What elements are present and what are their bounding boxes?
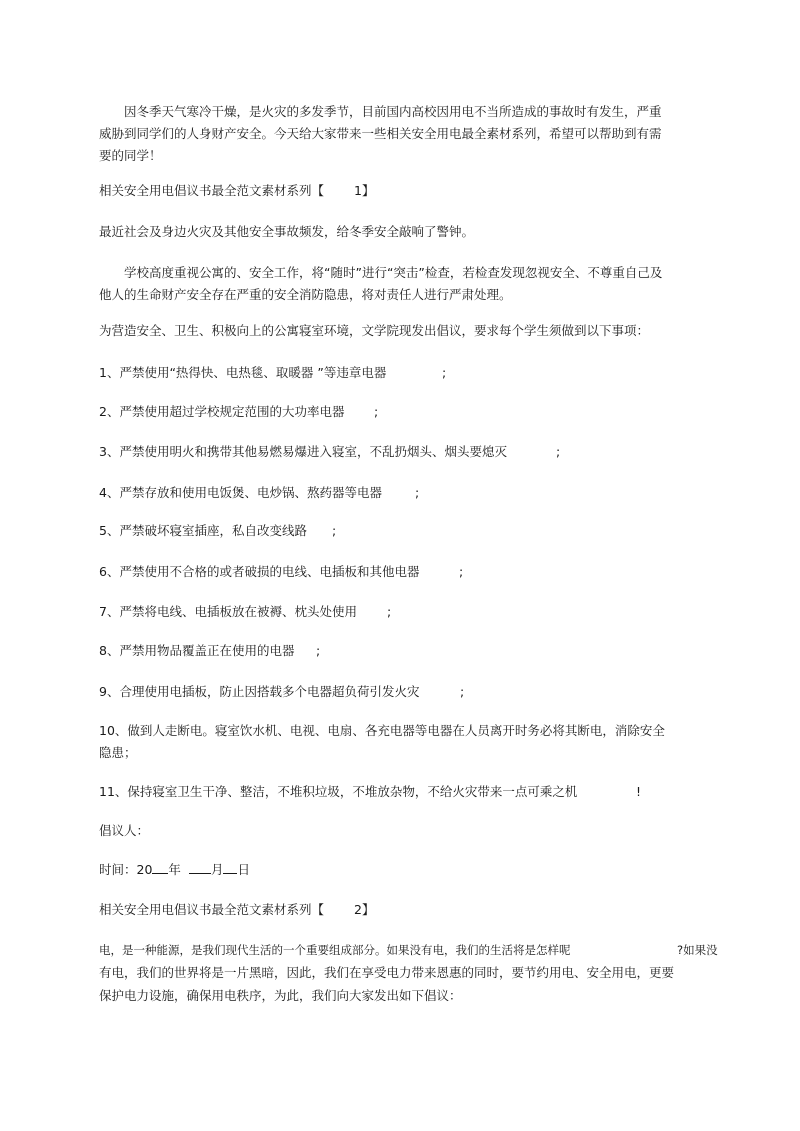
list-item-tail: ;	[332, 523, 337, 538]
year-blank	[152, 859, 168, 874]
section2-line-1-tail: ?如果没	[677, 943, 718, 957]
section1-heading	[99, 180, 375, 202]
list-item: 5、严禁破坏寝室插座，私自改变线路 ;	[99, 520, 307, 542]
section2-line-2: 有电，我们的世界将是一片黑暗，因此，我们在享受电力带来恩惠的同时，要节约用电、安全用电，更要	[99, 965, 675, 980]
section2-title: 相关安全用电倡议书最全范文素材系列【	[99, 902, 325, 917]
day-char: 日	[237, 862, 250, 877]
section2-line-1-text: 电，是一种能源，是我们现代生活的一个重要组成部分。如果没有电，我们的生活将是怎样呢	[99, 943, 571, 957]
list-item-tail: ;	[459, 564, 464, 579]
list-item-tail: ;	[316, 643, 321, 658]
section2-heading	[99, 899, 375, 921]
list-item-11: 11、保持寝室卫生干净、整洁，不堆积垃圾，不堆放杂物，不给火灾带来一点可乘之机 !	[99, 781, 577, 803]
intro-text: 因冬季天气寒冷干燥，是火灾的多发季节，目前国内高校因用电不当所造成的事故时有发生，严重威胁到同学们的人身财产安全。今天给大家带来一些相关安全用电最全素材系列，希望可以帮助到有需要的同学！	[99, 104, 662, 163]
section1-number: 1】	[354, 183, 375, 198]
list-item: 1、严禁使用“热得快、电热毯、取暖器 ”等违章电器 ;	[99, 362, 386, 384]
month-char: 月	[210, 862, 224, 877]
list-item: 2、严禁使用超过学校规定范围的大功率电器 ;	[99, 401, 344, 423]
section2-number: 2】	[354, 902, 375, 917]
section1-paragraph-3: 为营造安全、卫生、积极向上的公寓寝室环境，文学院现发出倡议，要求每个学生须做到以下事项：	[99, 323, 650, 338]
list-item: 4、严禁存放和使用电饭煲、电炒锅、熬药器等电器 ;	[99, 482, 382, 504]
list-item-tail: ;	[442, 365, 447, 380]
date-year-prefix: 20	[136, 862, 153, 877]
list-item-tail: ;	[460, 684, 465, 699]
list-item: 6、严禁使用不合格的或者破损的电线、电插板和其他电器 ;	[99, 561, 419, 583]
signer-label: 倡议人：	[99, 823, 150, 838]
list-item-tail: ;	[556, 444, 561, 459]
list-item: 3、严禁使用明火和携带其他易燃易爆进入寝室，不乱扔烟头、烟头要熄灭 ;	[99, 441, 507, 463]
list-item-tail: ;	[415, 485, 420, 500]
month-blank	[189, 859, 211, 874]
section2-line-3: 保护电力设施，确保用电秩序，为此，我们向大家发出如下倡议：	[99, 988, 462, 1003]
date-label: 时间：	[99, 862, 137, 877]
day-blank	[223, 859, 237, 874]
section1-paragraph-2	[99, 262, 669, 306]
section1-title: 相关安全用电倡议书最全范文素材系列【	[99, 183, 325, 198]
intro-paragraph	[99, 101, 669, 167]
section1-paragraph-2-text: 学校高度重视公寓的、安全工作，将“随时”进行“突击”检查，若检查发现忽视安全、不尊重自己及他人的生命财产安全存在严重的安全消防隐患，将对责任人进行严肃处理。	[99, 265, 663, 302]
section2-line-1	[99, 939, 718, 961]
list-item-tail: !	[636, 784, 642, 799]
date-line	[99, 859, 250, 881]
list-item-tail: ;	[387, 604, 392, 619]
list-item-tail: ;	[374, 404, 379, 419]
section1-paragraph-1: 最近社会及身边火灾及其他安全事故频发，给冬季安全敲响了警钟。	[99, 224, 475, 239]
list-item: 8、严禁用物品覆盖正在使用的电器 ;	[99, 640, 294, 662]
year-char: 年	[168, 862, 181, 877]
list-item: 7、严禁将电线、电插板放在被褥、枕头处使用 ;	[99, 601, 357, 623]
list-item-10: 10、做到人走断电。寝室饮水机、电视、电扇、各充电器等电器在人员离开时务必将其断电，消除安全隐患；	[99, 723, 665, 760]
list-item: 9、合理使用电插板，防止因搭载多个电器超负荷引发火灾 ;	[99, 681, 419, 703]
